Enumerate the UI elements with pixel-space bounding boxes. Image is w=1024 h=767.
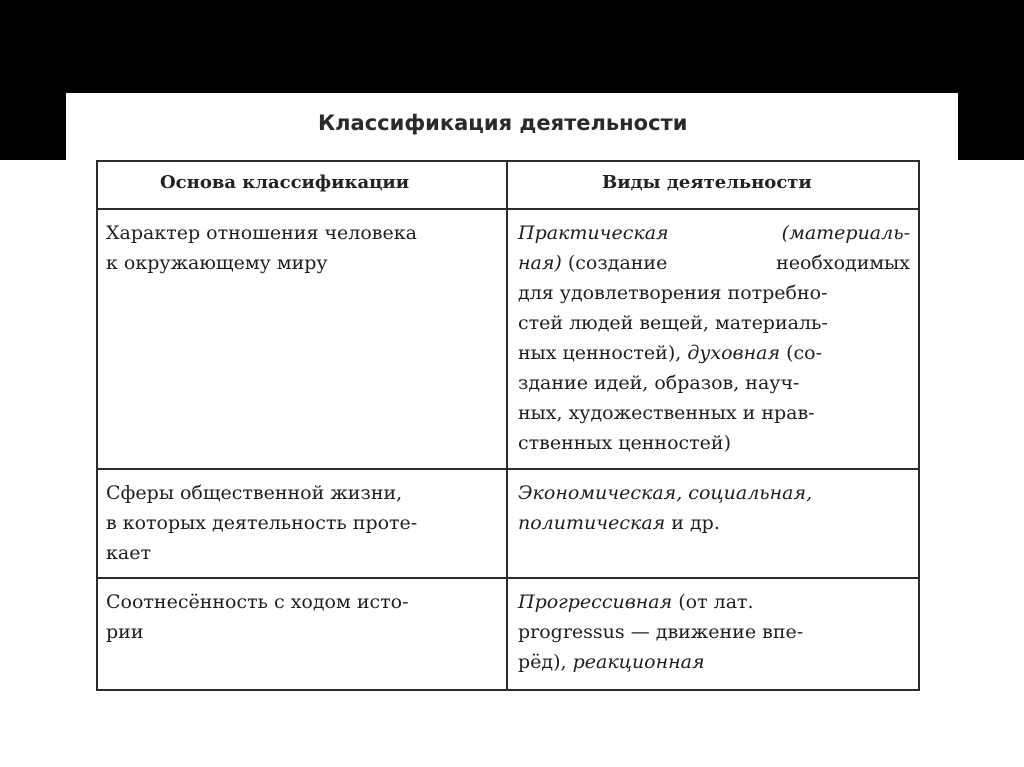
classification-table (96, 160, 920, 703)
table-border-right (918, 160, 920, 691)
column-header-types: Виды деятельности (602, 172, 812, 193)
column-header-basis: Основа классификации (160, 172, 410, 193)
row-3-types: Прогрессивная (от лат. progressus — движение впе- рёд), реакционная (518, 591, 804, 673)
row-divider-3 (96, 689, 920, 691)
table-border-top (96, 160, 920, 162)
table-border-left (96, 160, 98, 691)
row-1-basis: Характер отношения человека к окружающему миру (106, 222, 417, 274)
header-divider (96, 208, 920, 210)
column-divider (506, 160, 508, 691)
page-title: Классификация деятельности (318, 111, 688, 135)
row-2-types: Экономическая, социальная, политическая и др. (518, 482, 813, 534)
row-divider-1 (96, 468, 920, 470)
row-divider-2 (96, 577, 920, 579)
row-3-basis: Соотнесённость с ходом исто- рии (106, 591, 409, 643)
document-page (66, 93, 958, 703)
row-2-basis: Сферы общественной жизни, в которых деятельность проте- кает (106, 482, 418, 564)
row-1-types: Практическая (материаль- ная) (создание необходимых для удовлетворения потребно- стей людей вещей, материаль- ных ценностей), духовная (со- здание идей, образов, науч- ных, художественных и нрав- ственных ценностей) (518, 222, 910, 454)
